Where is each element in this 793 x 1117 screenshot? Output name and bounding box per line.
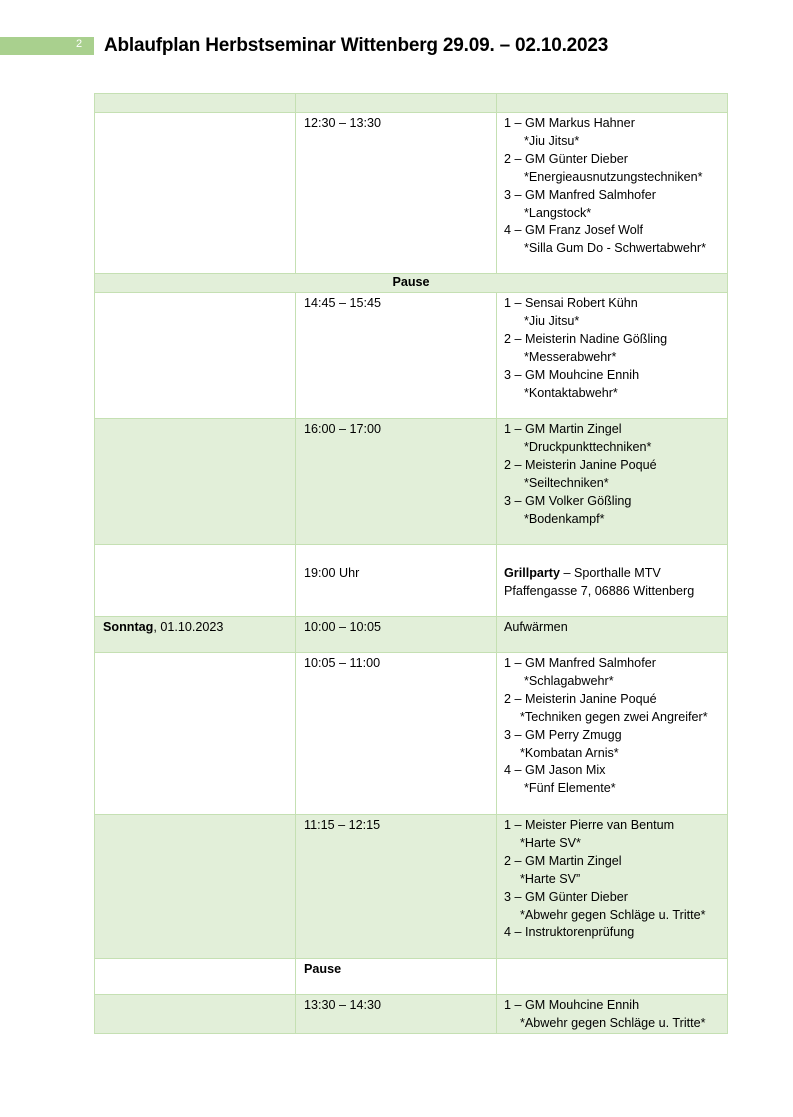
time-cell	[296, 995, 497, 1034]
session-trainer: 2 – Meisterin Nadine Gößling	[504, 331, 668, 346]
session-item	[504, 457, 725, 493]
session-topic: *Kontaktabwehr*	[524, 385, 618, 400]
table-cell	[95, 94, 296, 113]
session-topic: *Langstock*	[524, 205, 592, 220]
time-cell	[296, 419, 497, 545]
session-item	[504, 762, 725, 798]
table-row	[95, 815, 728, 959]
page-number: 2	[76, 38, 83, 50]
day-cell	[95, 293, 296, 419]
session-trainer: 3 – GM Manfred Salmhofer	[504, 187, 656, 202]
session-trainer: 4 – GM Franz Josef Wolf	[504, 223, 644, 238]
session-item	[504, 331, 725, 367]
time-slot: 16:00 – 17:00	[304, 422, 382, 436]
session-cell	[497, 959, 728, 995]
table-row-pause	[95, 959, 728, 995]
session-trainer: 1 – GM Mouhcine Ennih	[504, 998, 640, 1012]
event-cell	[497, 545, 728, 617]
time-cell	[296, 545, 497, 617]
session-topic: *Abwehr gegen Schläge u. Tritte*	[520, 1015, 706, 1030]
session-topic: *Silla Gum Do - Schwertabwehr*	[524, 241, 706, 256]
time-slot: 10:05 – 11:00	[304, 656, 381, 670]
session-trainer: 3 – GM Günter Dieber	[504, 889, 628, 904]
table-row	[95, 653, 728, 815]
time-cell	[296, 653, 497, 815]
time-slot: 13:30 – 14:30	[304, 998, 382, 1012]
table-row-header	[95, 94, 728, 113]
pause-cell	[95, 274, 728, 293]
session-trainer: 4 – Instruktorenprüfung	[504, 925, 635, 940]
session-topic: *Harte SV*	[520, 835, 581, 850]
day-cell	[95, 815, 296, 959]
session-trainer: 1 – GM Markus Hahner	[504, 116, 635, 130]
session-topic: *Bodenkampf*	[524, 511, 605, 526]
session-trainer: 3 – GM Volker Gößling	[504, 493, 632, 508]
session-item	[504, 889, 725, 925]
session-item	[504, 817, 725, 853]
session-topic: *Schlagabwehr*	[524, 673, 614, 688]
table-row	[95, 545, 728, 617]
table-row	[95, 995, 728, 1034]
session-topic: *Messerabwehr*	[524, 349, 617, 364]
session-topic: *Kombatan Arnis*	[520, 745, 619, 760]
table-row	[95, 617, 728, 653]
time-cell	[296, 293, 497, 419]
session-trainer: 3 – GM Perry Zmugg	[504, 727, 622, 742]
session-item	[504, 151, 725, 187]
activity-label: Aufwärmen	[504, 620, 568, 634]
time-slot: 11:15 – 12:15	[304, 818, 381, 832]
time-cell	[296, 113, 497, 274]
session-trainer: 2 – GM Günter Dieber	[504, 151, 628, 166]
document-title: Ablaufplan Herbstseminar Wittenberg 29.09. – 02.10.2023	[104, 35, 609, 56]
session-item	[504, 187, 725, 223]
time-slot: 10:00 – 10:05	[304, 620, 382, 634]
session-item	[504, 691, 725, 727]
session-trainer: 4 – GM Jason Mix	[504, 763, 606, 778]
session-topic: *Fünf Elemente*	[524, 781, 616, 796]
day-cell	[95, 653, 296, 815]
session-trainer: 3 – GM Mouhcine Ennih	[504, 367, 640, 382]
session-item	[504, 727, 725, 763]
table-cell	[497, 94, 728, 113]
session-trainer: 1 – Meister Pierre van Bentum	[504, 818, 675, 832]
session-topic: *Harte SV”	[520, 871, 581, 886]
session-trainer: 2 – Meisterin Janine Poqué	[504, 457, 657, 472]
event-address: Pfaffengasse 7, 06886 Wittenberg	[504, 583, 695, 598]
table-row	[95, 419, 728, 545]
day-cell	[95, 959, 296, 995]
session-topic: *Seiltechniken*	[524, 475, 609, 490]
session-item	[504, 367, 725, 403]
session-cell	[497, 815, 728, 959]
day-name: Sonntag	[103, 620, 154, 634]
session-cell	[497, 653, 728, 815]
schedule-table	[94, 93, 728, 1034]
time-cell	[296, 815, 497, 959]
session-item	[504, 295, 725, 331]
session-trainer: 1 – GM Martin Zingel	[504, 422, 622, 436]
session-topic: *Jiu Jitsu*	[524, 313, 580, 328]
session-cell	[497, 419, 728, 545]
table-row	[95, 293, 728, 419]
day-cell	[95, 545, 296, 617]
session-item	[504, 115, 725, 151]
session-cell	[497, 617, 728, 653]
pause-label: Pause	[392, 275, 430, 289]
session-topic: *Energieausnutzungstechniken*	[524, 169, 703, 184]
pause-label: Pause	[304, 962, 342, 976]
session-trainer: 2 – GM Martin Zingel	[504, 853, 622, 868]
table-row-pause	[95, 274, 728, 293]
event-location: – Sporthalle MTV	[560, 566, 661, 580]
session-topic: *Techniken gegen zwei Angreifer*	[520, 709, 708, 724]
session-item	[504, 222, 725, 258]
session-item	[504, 853, 725, 889]
time-slot: 12:30 – 13:30	[304, 116, 382, 130]
session-item	[504, 493, 725, 529]
session-cell	[497, 995, 728, 1034]
event-name: Grillparty	[504, 566, 560, 580]
time-cell	[296, 617, 497, 653]
table-row	[95, 113, 728, 274]
time-cell	[296, 959, 497, 995]
session-cell	[497, 293, 728, 419]
session-trainer: 2 – Meisterin Janine Poqué	[504, 691, 657, 706]
day-cell	[95, 113, 296, 274]
event-line	[504, 565, 725, 583]
day-cell	[95, 419, 296, 545]
session-item	[504, 924, 725, 942]
day-cell	[95, 617, 296, 653]
session-item	[504, 421, 725, 457]
time-slot: 19:00 Uhr	[304, 566, 360, 580]
session-cell	[497, 113, 728, 274]
session-topic: *Druckpunkttechniken*	[524, 439, 652, 454]
session-item	[504, 655, 725, 691]
session-trainer: 1 – GM Manfred Salmhofer	[504, 656, 656, 670]
session-trainer: 1 – Sensai Robert Kühn	[504, 296, 638, 310]
day-date: , 01.10.2023	[153, 620, 224, 634]
session-topic: *Abwehr gegen Schläge u. Tritte*	[520, 907, 706, 922]
time-slot: 14:45 – 15:45	[304, 296, 382, 310]
session-item	[504, 997, 725, 1033]
table-cell	[296, 94, 497, 113]
session-topic: *Jiu Jitsu*	[524, 133, 580, 148]
day-cell	[95, 995, 296, 1034]
